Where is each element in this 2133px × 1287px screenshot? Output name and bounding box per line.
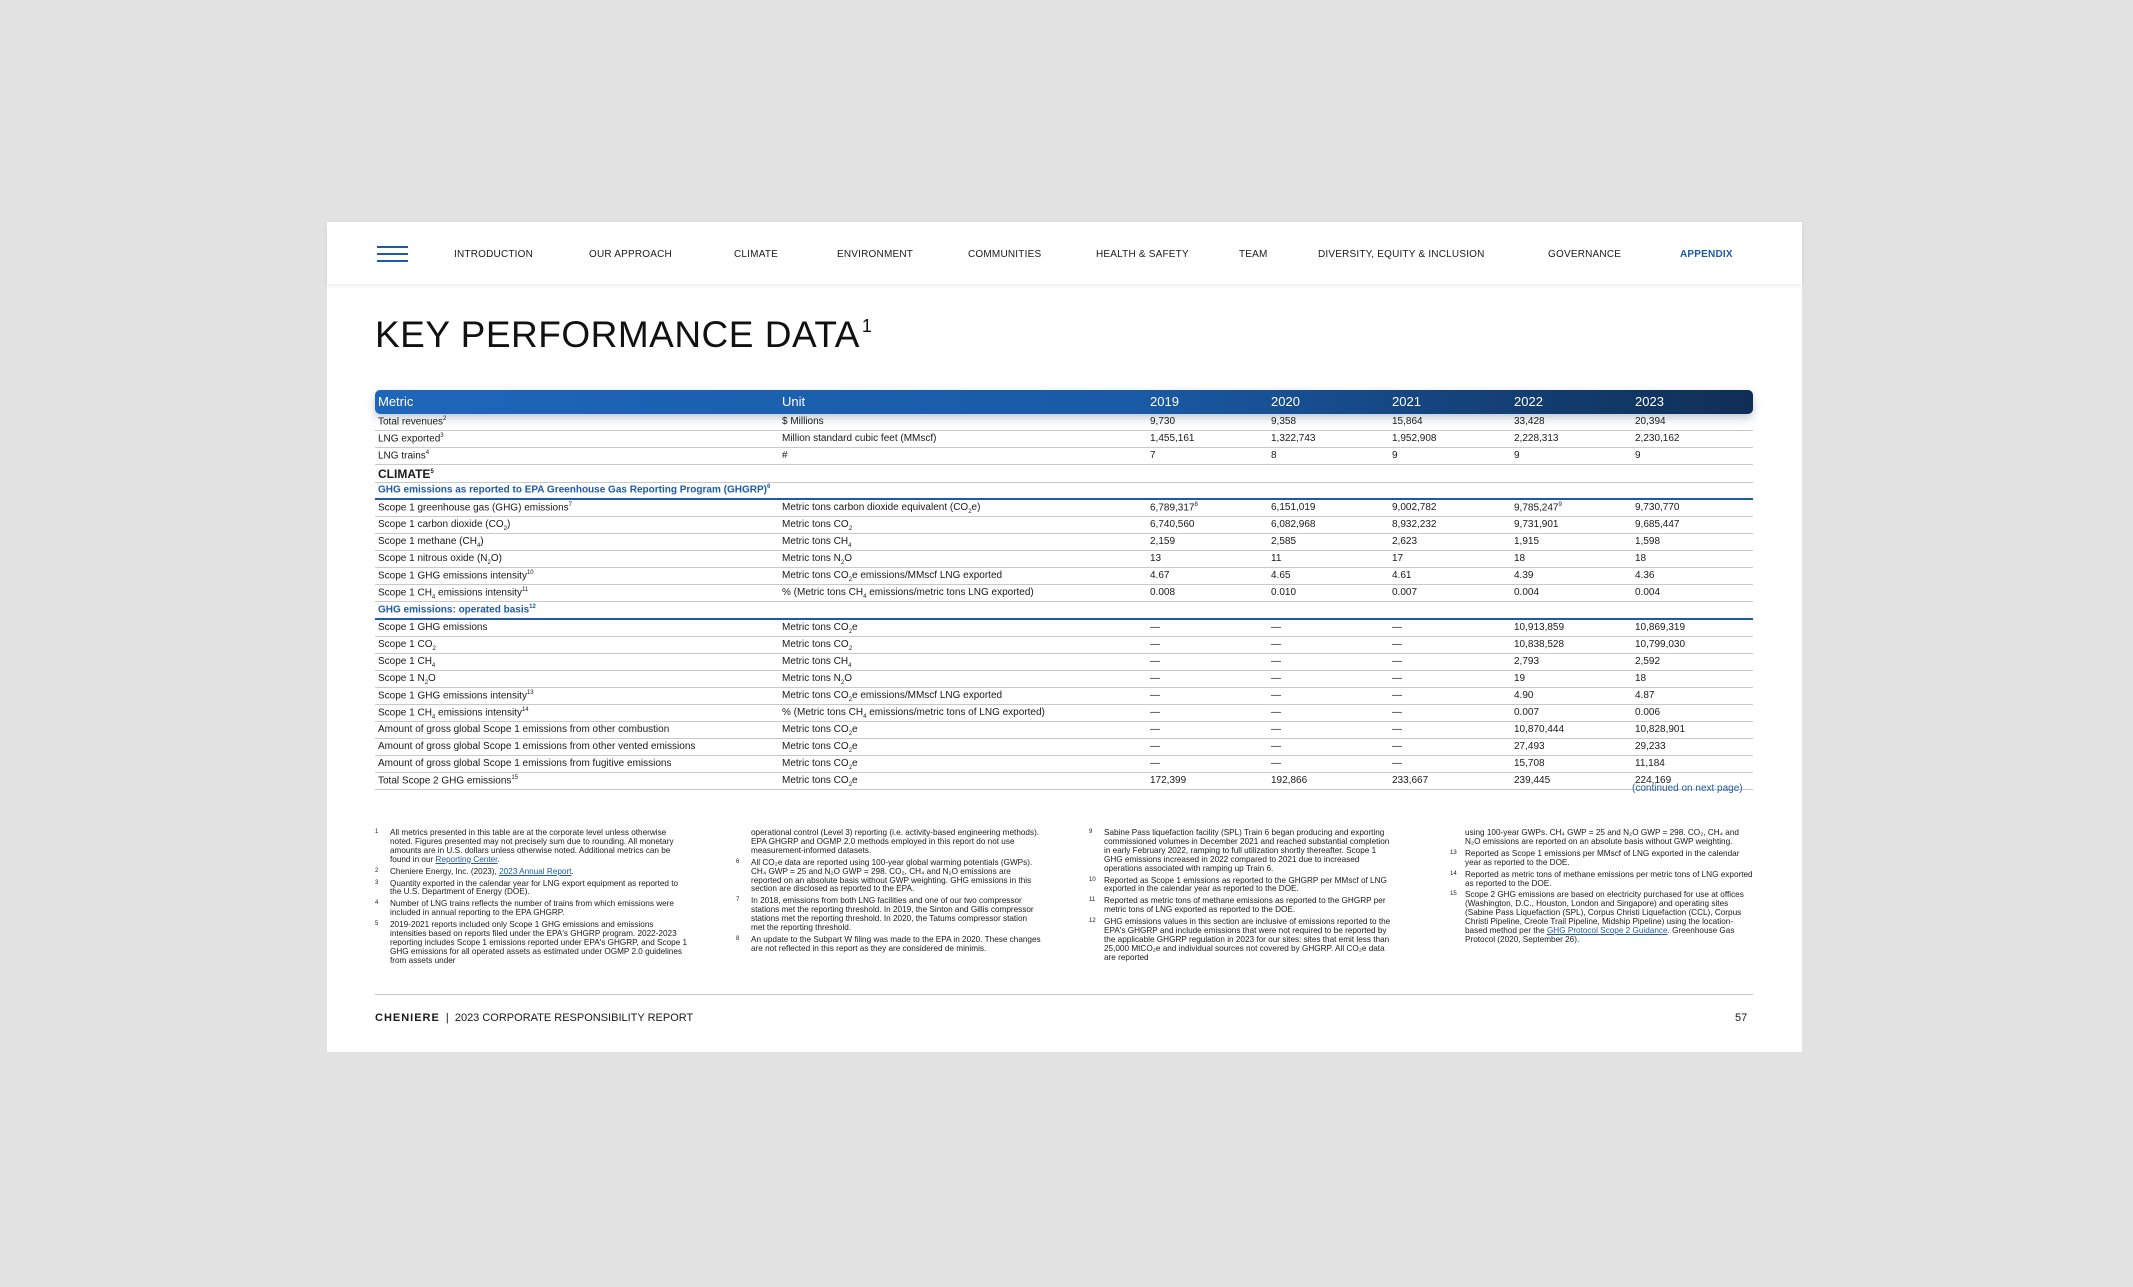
section-label: CLIMATE$^5$ xyxy=(378,467,434,481)
value-cell: 18 xyxy=(1635,673,1647,684)
value-cell: — xyxy=(1150,622,1160,633)
unit-cell: Metric tons $CO_2e$ xyxy=(782,775,858,788)
value-cell: 0.006 xyxy=(1635,707,1661,718)
metric-cell: Scope 1 GHG emissions xyxy=(378,622,488,633)
value-cell: 4.36 xyxy=(1635,570,1655,581)
footnote-ref: 7 xyxy=(568,502,572,508)
value-cell: 6,082,968 xyxy=(1271,519,1316,530)
footnote-ref: 13 xyxy=(526,690,534,696)
value-cell: — xyxy=(1150,690,1160,701)
subscript: 2 xyxy=(848,731,853,737)
value-cell: — xyxy=(1392,741,1402,752)
unit-cell: Metric tons $CO_2$ xyxy=(782,519,853,532)
value-cell: 0.007 xyxy=(1392,587,1418,598)
subscript: 2 xyxy=(848,748,853,754)
value-cell: 11 xyxy=(1271,553,1282,564)
value-cell: — xyxy=(1271,656,1281,667)
footnote-ref: 3 xyxy=(440,433,444,439)
value-cell: 9 xyxy=(1514,450,1520,461)
nav-our-approach[interactable]: OUR APPROACH xyxy=(589,249,672,260)
subscript: 2 xyxy=(848,629,853,635)
subscript: 2 xyxy=(487,560,491,566)
footnote: 10 Reported as Scope 1 emissions as reported to the GHGRP per MMscf of LNG exported in the calendar year as reported to the DOE. xyxy=(1089,875,1387,894)
metric-cell: LNG exported$^3$ xyxy=(378,433,444,445)
value-cell: 4.87 xyxy=(1635,690,1655,701)
menu-icon[interactable] xyxy=(377,246,408,262)
unit-cell: Metric tons $CO_2e$ xyxy=(782,741,858,754)
subscript: 2 xyxy=(840,560,845,566)
value-cell: 29,233 xyxy=(1635,741,1666,752)
unit-cell: % (Metric tons $CH_4$ emissions/metric tons LNG exported) xyxy=(782,587,1034,600)
footnote-link[interactable]: 2023 Annual Report xyxy=(499,866,572,876)
subscript: 4 xyxy=(848,543,852,549)
value-cell: — xyxy=(1271,639,1281,650)
footnote: using 100-year GWPs. CH₄ GWP = 25 and N₂O GWP = 298. CO₂, CH₄ and N₂O emissions are reported on an absolute basis without GWP weighting. xyxy=(1465,828,1739,846)
value-cell: 9,685,447 xyxy=(1635,519,1680,530)
value-cell: — xyxy=(1392,758,1402,769)
value-cell: 6,151,019 xyxy=(1271,502,1316,513)
value-cell: 4.39 xyxy=(1514,570,1534,581)
page-number: 57 xyxy=(1735,1012,1748,1024)
table-row xyxy=(375,705,1753,722)
footnote: 9 Sabine Pass liquefaction facility (SPL) Train 6 began producing and exporting commissioned volumes in December 2021 and reached substantial completion in early February 2022, ramping to full utilization shortly thereafter. Scope 1 GHG emissions increased in 2022 compared to 2021 due to increased operations associated with ramping up Train 6. xyxy=(1089,828,1390,873)
footnote: 11 Reported as metric tons of methane emissions as reported to the GHGRP per metric tons of LNG exported as reported to the DOE. xyxy=(1089,896,1386,915)
metric-cell: Scope 1 $CH_4$ emissions intensity$^{11}$ xyxy=(378,587,529,601)
footnotes-column-1 xyxy=(375,829,690,969)
metric-cell: Scope 1 $CH_4$ emissions intensity$^{14}$ xyxy=(378,707,529,721)
value-cell: — xyxy=(1150,639,1160,650)
value-cell: 192,866 xyxy=(1271,775,1308,786)
value-cell: 9,358 xyxy=(1271,416,1297,427)
value-cell: — xyxy=(1392,639,1402,650)
value-cell: 8,932,232 xyxy=(1392,519,1437,530)
table-row xyxy=(375,773,1753,790)
value-cell: — xyxy=(1150,656,1160,667)
subscript: 2 xyxy=(848,782,853,788)
metric-cell: Amount of gross global Scope 1 emissions from fugitive emissions xyxy=(378,758,672,769)
value-cell: 33,428 xyxy=(1514,416,1545,427)
value-cell: 10,913,859 xyxy=(1514,622,1565,633)
value-cell: — xyxy=(1271,673,1281,684)
subscript: 2 xyxy=(848,577,853,583)
value-cell: — xyxy=(1150,707,1160,718)
value-cell: 1,322,743 xyxy=(1271,433,1316,444)
value-cell: — xyxy=(1271,724,1281,735)
table-row xyxy=(375,739,1753,756)
value-cell: 0.010 xyxy=(1271,587,1297,598)
brand-logo-text: CHENIERE xyxy=(375,1012,440,1024)
value-cell: 20,394 xyxy=(1635,416,1666,427)
unit-cell: Metric tons $CO_2e$ xyxy=(782,622,858,635)
value-cell: 10,799,030 xyxy=(1635,639,1686,650)
metric-cell: Amount of gross global Scope 1 emissions from other vented emissions xyxy=(378,741,696,752)
metric-cell: Scope 1 nitrous oxide $(N_2O)$ xyxy=(378,553,502,566)
unit-cell: % (Metric tons $CH_4$ emissions/metric tons of LNG exported) xyxy=(782,707,1045,720)
footer xyxy=(375,1012,693,1024)
footnote-number: 3 xyxy=(375,879,379,886)
subscript: 2 xyxy=(848,646,853,652)
header-year: 2023 xyxy=(1635,394,1664,409)
table-row xyxy=(375,517,1753,534)
value-cell: 2,793 xyxy=(1514,656,1540,667)
value-cell: 15,708 xyxy=(1514,758,1545,769)
report-page xyxy=(327,222,1802,1052)
value-cell: 9,730 xyxy=(1150,416,1176,427)
value-cell: 4.65 xyxy=(1271,570,1291,581)
table-row xyxy=(375,431,1753,448)
table-row xyxy=(375,500,1753,517)
footnote-link[interactable]: Reporting Center xyxy=(435,854,498,864)
header-year: 2020 xyxy=(1271,394,1300,409)
value-cell: 224,169 xyxy=(1635,775,1672,786)
value-cell: 9 xyxy=(1392,450,1398,461)
value-cell: 233,667 xyxy=(1392,775,1429,786)
footnote-ref: 12 xyxy=(529,604,536,610)
nav-governance[interactable]: GOVERNANCE xyxy=(1548,249,1622,260)
metric-cell: Total Scope 2 GHG emissions$^{15}$ xyxy=(378,775,519,787)
table-row xyxy=(375,448,1753,465)
footnote-number: 13 xyxy=(1450,849,1457,856)
metric-cell: Scope 1 GHG emissions intensity$^{10}$ xyxy=(378,570,534,582)
footnote-number: 10 xyxy=(1089,876,1096,883)
value-cell: 1,952,908 xyxy=(1392,433,1437,444)
top-navigation xyxy=(327,222,1802,284)
value-cell: 10,838,528 xyxy=(1514,639,1565,650)
footnote-ref: 14 xyxy=(521,707,529,713)
nav-environment[interactable]: ENVIRONMENT xyxy=(837,249,914,260)
footnote: 4 Number of LNG trains reflects the number of trains from which emissions were included in annual reporting to the EPA GHGRP. xyxy=(375,899,674,918)
footer-separator: | xyxy=(445,1012,449,1024)
value-cell: 1,455,161 xyxy=(1150,433,1195,444)
subscript: 2 xyxy=(503,526,507,532)
header-year: 2019 xyxy=(1150,394,1179,409)
unit-cell: Metric tons $CH_4$ xyxy=(782,536,852,549)
nav-diversity-equity-inclusion[interactable]: DIVERSITY, EQUITY & INCLUSION xyxy=(1318,249,1485,260)
table-row xyxy=(375,722,1753,739)
value-cell: 18 xyxy=(1514,553,1526,564)
nav-appendix[interactable]: APPENDIX xyxy=(1680,249,1733,260)
footnote-ref: 2 xyxy=(443,416,447,422)
nav-climate[interactable]: CLIMATE xyxy=(734,249,778,260)
subsection-label: GHG emissions as reported to EPA Greenhouse Gas Reporting Program (GHGRP)$^6$ xyxy=(378,484,771,496)
subscript: 2 xyxy=(840,680,845,686)
value-cell: 0.004 xyxy=(1635,587,1661,598)
value-cell: 17 xyxy=(1392,553,1404,564)
value-cell: 1,598 xyxy=(1635,536,1661,547)
footnote-number: 6 xyxy=(736,858,740,865)
value-cell: — xyxy=(1392,622,1402,633)
table-row xyxy=(375,671,1753,688)
table-row xyxy=(375,654,1753,671)
footnotes-column-4 xyxy=(1450,829,1755,948)
value-cell: 13 xyxy=(1150,553,1162,564)
footnote: 3 Quantity exported in the calendar year for LNG export equipment as reported to the U.S. Department of Energy (DOE). xyxy=(375,878,679,897)
metric-cell: Scope 1 $CH_4$ xyxy=(378,656,436,669)
unit-cell: Metric tons $CH_4$ xyxy=(782,656,852,669)
table-row xyxy=(375,620,1753,637)
subscript: 2 xyxy=(848,526,853,532)
unit-cell: Metric tons carbon dioxide equivalent $(CO_2e)$ xyxy=(782,502,981,515)
subscript: 4 xyxy=(863,714,867,720)
nav-introduction[interactable]: INTRODUCTION xyxy=(454,249,534,260)
footnote-ref: 9 xyxy=(1558,502,1562,508)
footnote-number: 1 xyxy=(375,829,379,835)
value-cell: 2,623 xyxy=(1392,536,1418,547)
subsection-title xyxy=(375,482,1753,500)
footnote-ref: 4 xyxy=(425,450,430,456)
footnote-number: 5 xyxy=(375,921,379,928)
subscript: 2 xyxy=(432,646,436,652)
footnote: 5 2019-2021 reports included only Scope 1 GHG emissions and emissions intensities based on reports filed under the EPA's GHGRP program. 2022-2023 reporting includes Scope 1 emissions reported under EPA's GHGRP, and Scope 1 GHG emissions for all operated assets as estimated under OGMP 2.0 guidelines from assets under xyxy=(375,920,688,965)
section-title-climate xyxy=(375,465,1753,483)
footnote: operational control (Level 3) reporting (i.e. activity-based engineering methods). EPA GHGRP and OGMP 2.0 methods employed in this report do not use measurement-informed datasets. xyxy=(751,828,1040,855)
value-cell: 2,585 xyxy=(1271,536,1297,547)
nav-communities[interactable]: COMMUNITIES xyxy=(968,249,1042,260)
unit-cell: Metric tons $N_2O$ xyxy=(782,673,853,686)
footnote-number: 15 xyxy=(1450,891,1457,898)
value-cell: — xyxy=(1150,724,1160,735)
value-cell: — xyxy=(1150,741,1160,752)
value-cell: 9,731,901 xyxy=(1514,519,1559,530)
report-title: 2023 CORPORATE RESPONSIBILITY REPORT xyxy=(454,1012,694,1024)
footnotes-column-3 xyxy=(1089,829,1395,966)
subscript: 2 xyxy=(424,680,429,686)
value-cell: 2,592 xyxy=(1635,656,1661,667)
value-cell: 4.61 xyxy=(1392,570,1412,581)
value-cell: 8 xyxy=(1271,450,1277,461)
footnote-ref: 11 xyxy=(521,587,529,593)
footnote-number: 12 xyxy=(1089,918,1096,925)
metric-cell: Scope 1 carbon dioxide $(CO_2)$ xyxy=(378,519,511,532)
value-cell: 239,445 xyxy=(1514,775,1551,786)
unit-cell: Metric tons $CO_2e$ emissions/MMscf LNG exported xyxy=(782,690,1003,703)
value-cell: 1,915 xyxy=(1514,536,1540,547)
unit-cell: Million standard cubic feet (MMscf) xyxy=(782,433,937,444)
table-header xyxy=(375,390,1753,414)
value-cell: — xyxy=(1392,656,1402,667)
footnote: 6 All CO₂e data are reported using 100-year global warming potentials (GWPs). CH₄ GWP = 25 and N₂O GWP = 298. CO₂, CH₄ and N₂O emissions are reported on an absolute basis without GWP weighting. GHG emissions in this section are disclosed as reported to the EPA. xyxy=(736,857,1033,894)
nav-health-safety[interactable]: HEALTH & SAFETY xyxy=(1096,249,1189,260)
value-cell: — xyxy=(1271,690,1281,701)
unit-cell: Metric tons $CO_2e$ xyxy=(782,758,858,771)
table-row xyxy=(375,568,1753,585)
metric-cell: Scope 1 methane $(CH_4)$ xyxy=(378,536,484,549)
footnote-number: 4 xyxy=(375,900,379,907)
subscript: 4 xyxy=(431,714,436,721)
unit-cell: Metric tons $CO_2e$ emissions/MMscf LNG exported xyxy=(782,570,1003,583)
value-cell: 2,159 xyxy=(1150,536,1176,547)
table-row xyxy=(375,534,1753,551)
value-cell: 6,789,317$^8$ xyxy=(1150,502,1198,514)
unit-cell: Metric tons $CO_2$ xyxy=(782,639,853,652)
value-cell: — xyxy=(1150,758,1160,769)
header-metric: Metric xyxy=(378,394,414,409)
unit-cell: $ Millions xyxy=(782,416,824,427)
metric-cell: Scope 1 GHG emissions intensity$^{13}$ xyxy=(378,690,534,702)
header-year: 2022 xyxy=(1514,394,1543,409)
metric-cell: Scope 1 $CO_2$ xyxy=(378,639,436,652)
metric-cell: Scope 1 $N_2O$ xyxy=(378,673,436,686)
subscript: 2 xyxy=(848,697,853,703)
subscript: 2 xyxy=(848,765,853,771)
footnote-number: 7 xyxy=(736,897,740,904)
metric-cell: LNG trains$^4$ xyxy=(378,450,430,462)
subscript: 4 xyxy=(476,543,481,549)
table-row xyxy=(375,637,1753,654)
subscript: 2 xyxy=(968,509,972,515)
header-year: 2021 xyxy=(1392,394,1421,409)
value-cell: — xyxy=(1150,673,1160,684)
footnote-ref: 8 xyxy=(1194,502,1198,508)
nav-team[interactable]: TEAM xyxy=(1239,249,1268,260)
value-cell: 6,740,560 xyxy=(1150,519,1195,530)
value-cell: 9,785,247$^9$ xyxy=(1514,502,1562,514)
footnote-link[interactable]: GHG Protocol Scope 2 Guidance xyxy=(1546,926,1668,936)
footnote: 7 In 2018, emissions from both LNG facilities and one of our two compressor stations met the reporting threshold. In 2019, the Sinton and Gillis compressor stations met the reporting threshold. In 2020, the Tatums compressor station met the reporting threshold. xyxy=(736,896,1034,933)
metric-cell: Scope 1 greenhouse gas (GHG) emissions$^7$ xyxy=(378,502,572,514)
footnote-number: 9 xyxy=(1089,829,1093,835)
value-cell: — xyxy=(1392,690,1402,701)
value-cell: 10,828,901 xyxy=(1635,724,1686,735)
footnote-number: 2 xyxy=(375,867,379,874)
table-row xyxy=(375,585,1753,602)
footnote-number: 11 xyxy=(1089,897,1096,904)
value-cell: — xyxy=(1392,673,1402,684)
footnote: 2 Cheniere Energy, Inc. (2023), 2023 Annual Report. xyxy=(375,866,574,876)
subsection-title xyxy=(375,602,1753,620)
footnote: 14 Reported as metric tons of methane emissions per metric tons of LNG exported as reported to the DOE. xyxy=(1450,869,1753,888)
value-cell: — xyxy=(1392,724,1402,735)
value-cell: 9,002,782 xyxy=(1392,502,1437,513)
value-cell: 4.90 xyxy=(1514,690,1534,701)
value-cell: 18 xyxy=(1635,553,1647,564)
value-cell: 4.67 xyxy=(1150,570,1170,581)
table-row xyxy=(375,551,1753,568)
value-cell: 7 xyxy=(1150,450,1156,461)
footnote-number: 14 xyxy=(1450,870,1457,877)
value-cell: 0.008 xyxy=(1150,587,1176,598)
footnote: 13 Reported as Scope 1 emissions per MMscf of LNG exported in the calendar year as reported to the DOE. xyxy=(1450,848,1740,867)
value-cell: — xyxy=(1271,741,1281,752)
footnote-ref: 6 xyxy=(766,484,771,490)
footnote: 8 An update to the Subpart W filing was made to the EPA in 2020. These changes are not reflected in this report as they are considered de minimis. xyxy=(736,934,1041,953)
table-row xyxy=(375,688,1753,705)
value-cell: 0.007 xyxy=(1514,707,1540,718)
unit-cell: Metric tons $N_2O$ xyxy=(782,553,853,566)
footnotes-column-2 xyxy=(736,829,1042,957)
value-cell: 10,869,319 xyxy=(1635,622,1686,633)
value-cell: 9 xyxy=(1635,450,1641,461)
value-cell: 2,228,313 xyxy=(1514,433,1559,444)
footnote-ref: 5 xyxy=(430,469,434,475)
value-cell: 10,870,444 xyxy=(1514,724,1565,735)
value-cell: 172,399 xyxy=(1150,775,1187,786)
metric-cell: Total revenues$^2$ xyxy=(378,416,447,428)
footnote: 1 All metrics presented in this table are at the corporate level unless otherwise noted. Figures presented may not precisely sum due to rounding. All monetary amounts are in U.S. dollars unless otherwise noted. Additional metrics can be found in our Reporting Center. xyxy=(375,828,674,864)
footnote: 15 Scope 2 GHG emissions are based on electricity purchased for use at offices (Washington, D.C., Houston, London and Singapore) and operating sites (Sabine Pass Liquefaction (SPL), Corpus Christi Liquefaction (CCL), Corpus Christi Pipeline, Creole Trail Pipeline, Midship Pipeline) using the location-based method per the GHG Protocol Scope 2 Guidance. Greenhouse Gas Protocol (2020, September 26). xyxy=(1450,890,1744,944)
value-cell: — xyxy=(1271,707,1281,718)
subscript: 4 xyxy=(431,594,436,601)
table-row xyxy=(375,414,1753,431)
value-cell: 19 xyxy=(1514,673,1526,684)
value-cell: — xyxy=(1392,707,1402,718)
subscript: 4 xyxy=(863,594,867,600)
footnote-ref: 15 xyxy=(511,775,519,781)
footnote-ref: 10 xyxy=(526,570,534,576)
value-cell: — xyxy=(1271,622,1281,633)
value-cell: 9,730,770 xyxy=(1635,502,1680,513)
value-cell: 0.004 xyxy=(1514,587,1540,598)
footer-divider xyxy=(375,994,1753,995)
value-cell: 2,230,162 xyxy=(1635,433,1680,444)
metric-cell: Amount of gross global Scope 1 emissions from other combustion xyxy=(378,724,670,735)
table-row xyxy=(375,756,1753,773)
unit-cell: # xyxy=(782,450,788,461)
value-cell: — xyxy=(1271,758,1281,769)
continued-note[interactable]: (continued on next page) xyxy=(1632,783,1743,794)
unit-cell: Metric tons $CO_2e$ xyxy=(782,724,858,737)
value-cell: 27,493 xyxy=(1514,741,1545,752)
footnote-number: 8 xyxy=(736,935,740,942)
value-cell: 11,184 xyxy=(1635,758,1665,769)
page-title: KEY PERFORMANCE DATA $^1$ xyxy=(375,314,873,355)
subscript: 4 xyxy=(431,663,436,669)
subscript: 4 xyxy=(848,663,852,669)
header-unit: Unit xyxy=(782,394,806,409)
footnote: 12 GHG emissions values in this section are inclusive of emissions reported to the EPA's GHGRP and include emissions that were not required to be reported by the applicable GHGRP regulation in 2023 for our sites: sites that emit less than 25,000 MtCO₂e and individual sources not covered by GHGRP. All CO₂e data are reported xyxy=(1089,917,1391,962)
value-cell: 15,864 xyxy=(1392,416,1423,427)
subsection-label: GHG emissions: operated basis$^{12}$ xyxy=(378,604,536,616)
